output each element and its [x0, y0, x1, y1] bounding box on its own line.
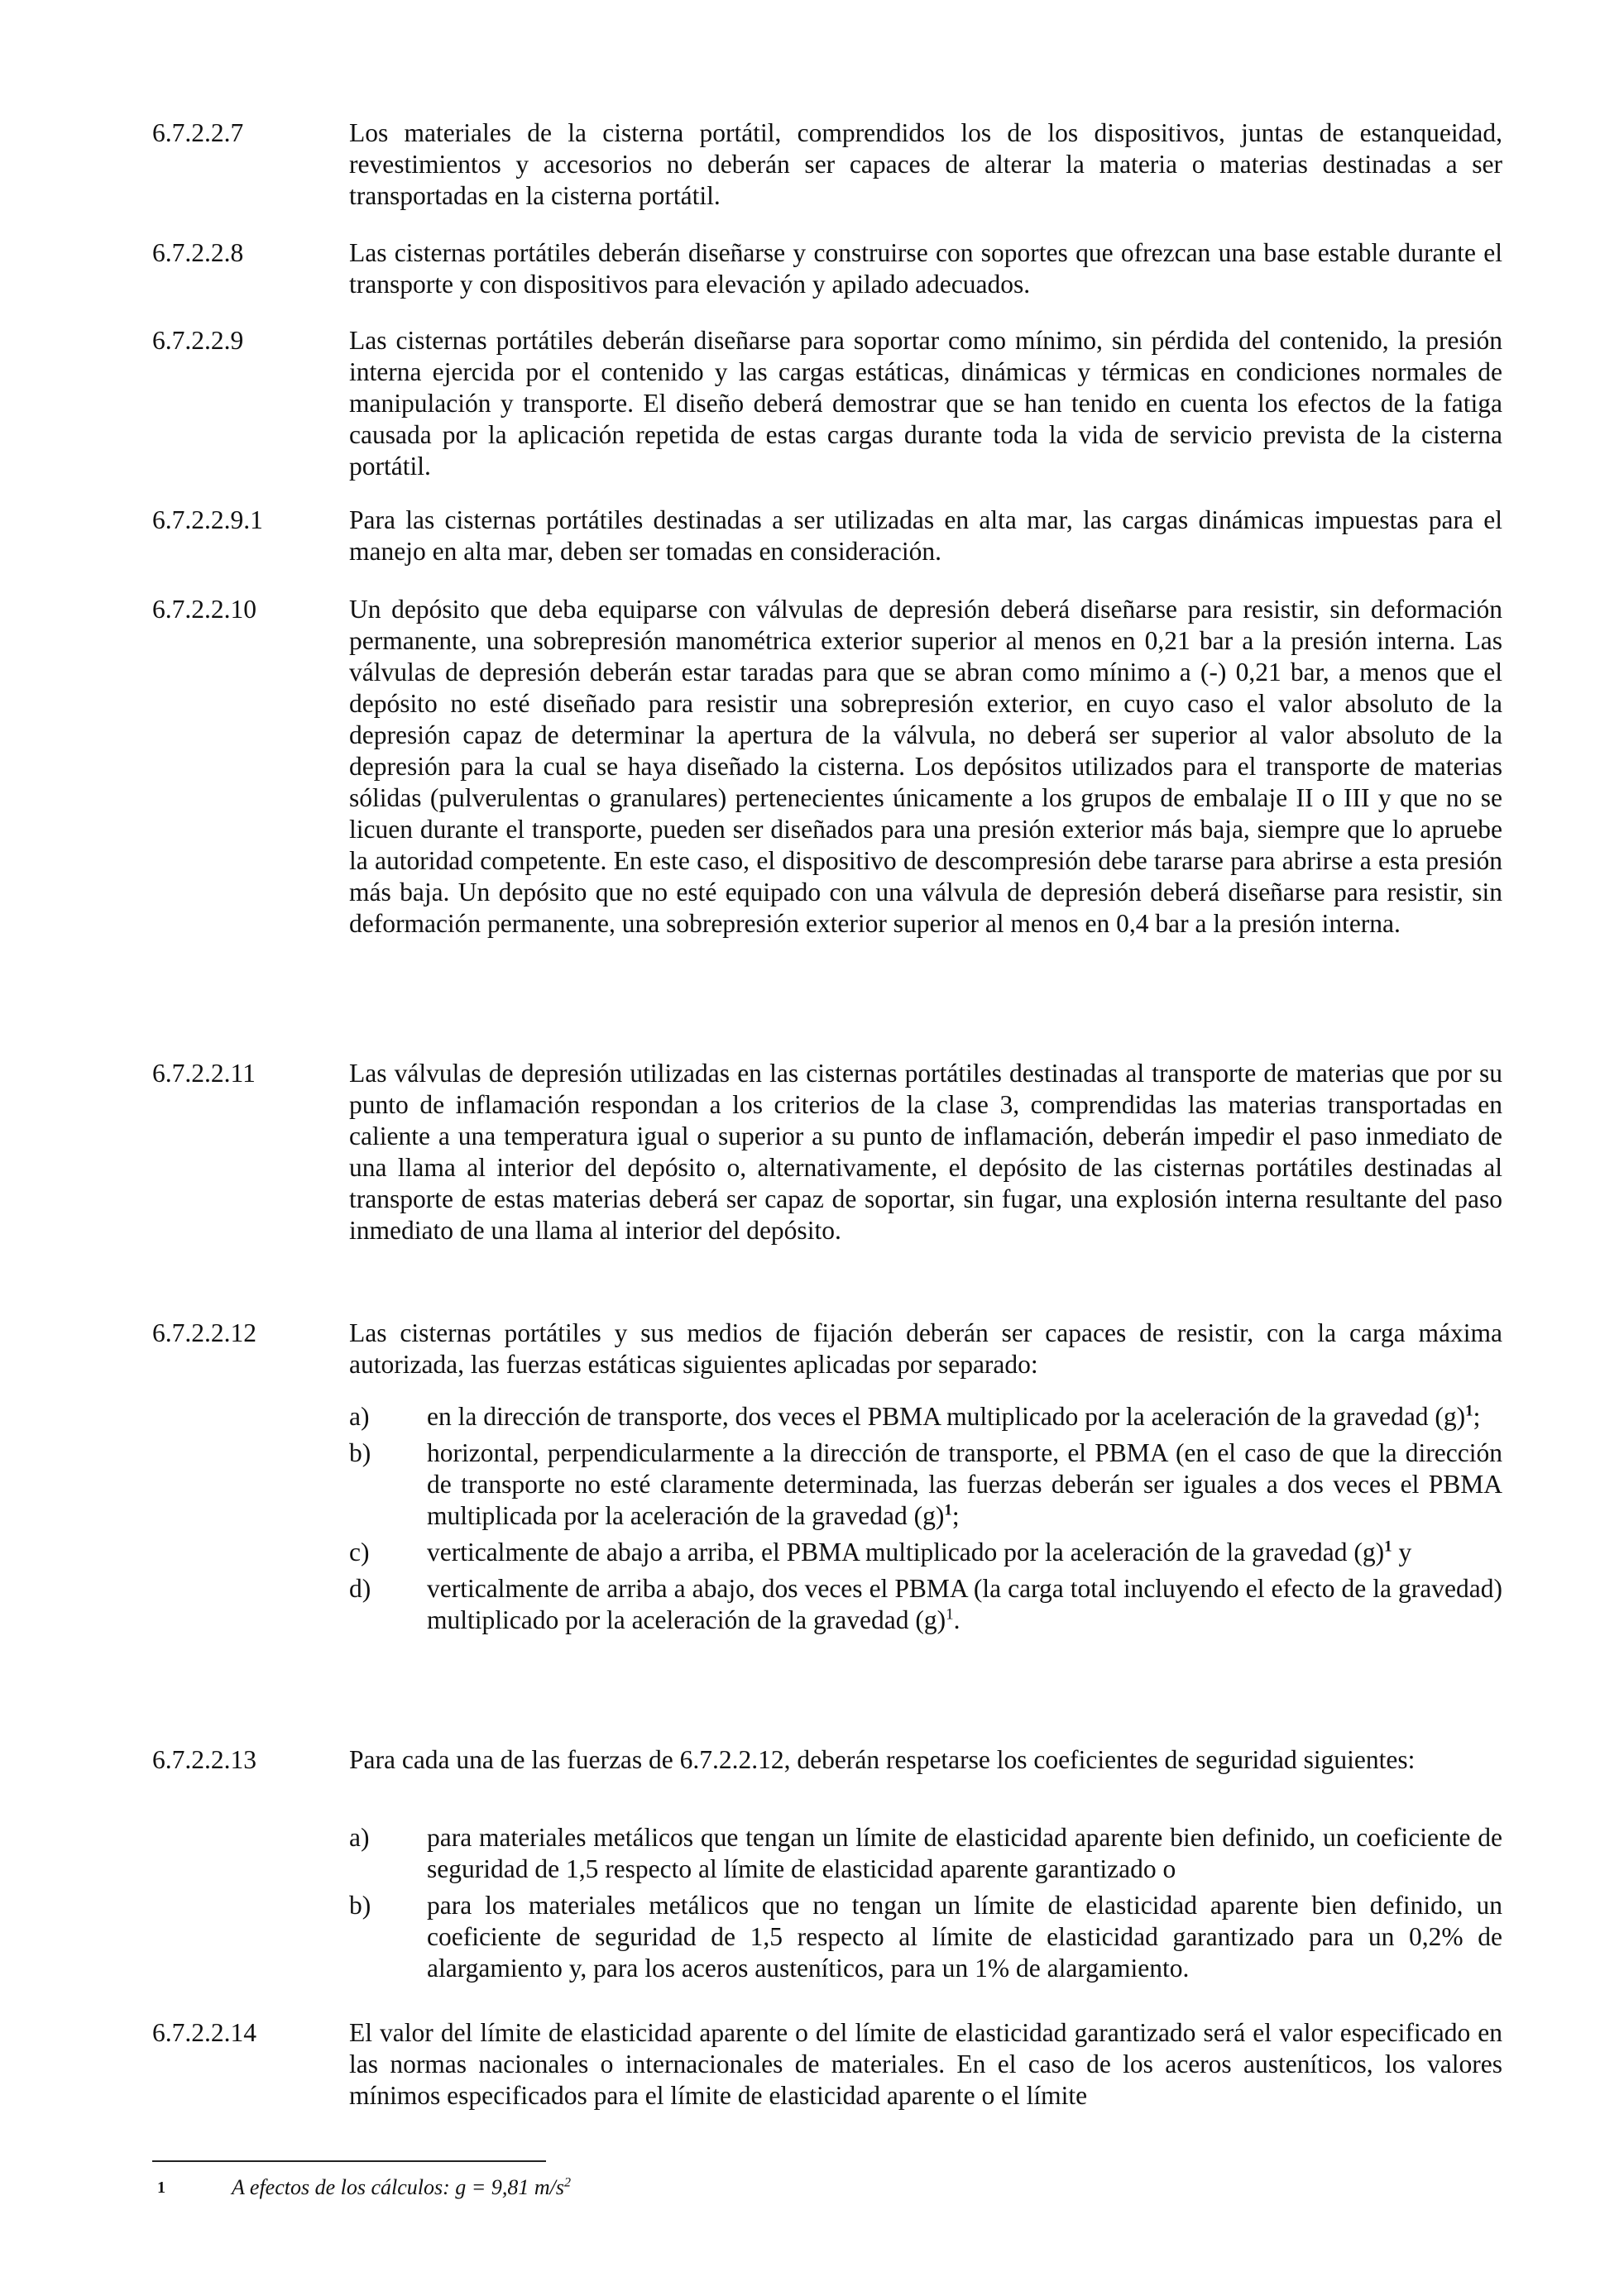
list-item-label: b) [349, 1438, 371, 1467]
paragraph-6-7-2-2-12 [152, 1318, 1502, 1380]
paragraph-number: 6.7.2.2.13 [152, 1745, 256, 1774]
paragraph-text: El valor del límite de elasticidad aparente o del límite de elasticidad garantizado será el valor especificado en las normas nacionales o internacionales de materiales. En el caso de los aceros austeníticos, los valores mínimos especificados para el límite de elasticidad aparente o el límite [349, 2018, 1502, 2110]
paragraph-6-7-2-2-11 [152, 1058, 1502, 1246]
list-item-label: a) [349, 1402, 370, 1431]
list-6-7-2-2-12 [349, 1401, 1502, 1641]
list-item-text: verticalmente de abajo a arriba, el PBMA multiplicado por la aceleración de la gravedad $(g)^1$ y [427, 1538, 1412, 1567]
list-item [349, 1822, 1502, 1885]
paragraph-6-7-2-2-8 [152, 237, 1502, 300]
paragraph-6-7-2-2-14 [152, 2017, 1502, 2112]
list-item-label: d) [349, 1574, 371, 1603]
paragraph-text: Para las cisternas portátiles destinadas a ser utilizadas en alta mar, las cargas dinámicas impuestas para el manejo en alta mar, deben ser tomadas en consideración. [349, 505, 1502, 566]
paragraph-number: 6.7.2.2.8 [152, 238, 244, 267]
list-item-text: horizontal, perpendicularmente a la dirección de transporte, el PBMA (en el caso de que la dirección de transporte no esté claramente determinada, las fuerzas deberán ser iguales a dos veces el PBMA multiplicada por la aceleración de la gravedad $(g)^1$; [427, 1438, 1502, 1530]
footnote-ref[interactable]: 1 [944, 1501, 952, 1519]
paragraph-number: 6.7.2.2.9.1 [152, 505, 263, 534]
paragraph-text: Las cisternas portátiles deberán diseñarse para soportar como mínimo, sin pérdida del contenido, la presión interna ejercida por el contenido y las cargas estáticas, dinámicas y térmicas en condiciones normales de manipulación y transporte. El diseño deberá demostrar que se han tenido en cuenta los efectos de la fatiga causada por la aplicación repetida de estas cargas durante toda la vida de servicio prevista de la cisterna portátil. [349, 326, 1502, 481]
paragraph-text: Las válvulas de depresión utilizadas en las cisternas portátiles destinadas al transporte de materias que por su punto de inflamación respondan a los criterios de la clase 3, comprendidas las materias transportadas en caliente a una temperatura igual o superior a su punto de inflamación, deberán impedir el paso inmediato de una llama al interior del depósito o, alternativamente, el depósito de las cisternas portátiles destinadas al transporte de estas materias deberá ser capaz de soportar, sin fugar, una explosión interna resultante del paso inmediato de una llama al interior del depósito. [349, 1059, 1502, 1245]
list-item-label: a) [349, 1823, 370, 1852]
list-item [349, 1890, 1502, 1984]
paragraph-text: Los materiales de la cisterna portátil, comprendidos los de los dispositivos, juntas de estanqueidad, revestimientos y accesorios no deberán ser capaces de alterar la materia o materias destinadas a ser transportadas en la cisterna portátil. [349, 118, 1502, 210]
paragraph-number: 6.7.2.2.9 [152, 326, 244, 355]
paragraph-number: 6.7.2.2.12 [152, 1318, 256, 1347]
footnote-separator [152, 2160, 546, 2162]
list-item [349, 1437, 1502, 1532]
paragraph-text: Las cisternas portátiles y sus medios de fijación deberán ser capaces de resistir, con la carga máxima autorizada, las fuerzas estáticas siguientes aplicadas por separado: [349, 1318, 1502, 1379]
paragraph-text: Un depósito que deba equiparse con válvulas de depresión deberá diseñarse para resistir, sin deformación permanente, una sobrepresión manométrica exterior superior al menos en 0,21 bar a la presión interna. Las válvulas de depresión deberán estar taradas para que se abran como mínimo a (-) 0,21 bar, a menos que el depósito no esté diseñado para resistir una sobrepresión exterior, en cuyo caso el valor absoluto de la depresión capaz de determinar la apertura de la válvula, no deberá ser superior al valor absoluto de la depresión para la cual se haya diseñado la cisterna. Los depósitos utilizados para el transporte de materias sólidas (pulverulentas o granulares) pertenecientes únicamente a los grupos de embalaje II o III y que no se licuen durante el transporte, pueden ser diseñados para una presión exterior más baja, siempre que lo apruebe la autoridad competente. En este caso, el dispositivo de descompresión debe tararse para abrirse a esta presión más baja. Un depósito que no esté equipado con una válvula de depresión deberá diseñarse para resistir, sin deformación permanente, una sobrepresión exterior superior al menos en 0,4 bar a la presión interna. [349, 595, 1502, 938]
paragraph-6-7-2-2-9-1 [152, 505, 1502, 567]
paragraph-text: Para cada una de las fuerzas de 6.7.2.2.12, deberán respetarse los coeficientes de seguridad siguientes: [349, 1745, 1416, 1774]
list-item-label: c) [349, 1538, 370, 1567]
list-item [349, 1401, 1502, 1433]
footnote-ref[interactable]: 1 [1465, 1402, 1473, 1420]
list-item-text: para los materiales metálicos que no tengan un límite de elasticidad aparente bien definido, un coeficiente de seguridad de 1,5 respecto al límite de elasticidad garantizado para un 0,2% de alargamiento y, para los aceros austeníticos, para un 1% de alargamiento. [427, 1891, 1502, 1983]
paragraph-number: 6.7.2.2.11 [152, 1059, 256, 1088]
paragraph-6-7-2-2-7 [152, 117, 1502, 212]
list-6-7-2-2-13 [349, 1822, 1502, 1989]
paragraph-text: Las cisternas portátiles deberán diseñarse y construirse con soportes que ofrezcan una base estable durante el transporte y con dispositivos para elevación y apilado adecuados. [349, 238, 1502, 299]
footnote-ref[interactable]: 1 [946, 1605, 954, 1624]
list-item [349, 1573, 1502, 1636]
paragraph-6-7-2-2-9 [152, 325, 1502, 482]
list-item-label: b) [349, 1891, 371, 1920]
footnote-ref[interactable]: 1 [1384, 1538, 1392, 1556]
list-item-text: verticalmente de arriba a abajo, dos veces el PBMA (la carga total incluyendo el efecto de la gravedad) multiplicado por la aceleración de la gravedad $(g)^1$. [427, 1574, 1502, 1634]
list-item-text: en la dirección de transporte, dos veces el PBMA multiplicado por la aceleración de la gravedad $(g)^1$; [427, 1402, 1481, 1431]
list-item-text: para materiales metálicos que tengan un límite de elasticidad aparente bien definido, un coeficiente de seguridad de 1,5 respecto al límite de elasticidad aparente garantizado o [427, 1823, 1502, 1883]
paragraph-number: 6.7.2.2.10 [152, 595, 256, 624]
paragraph-6-7-2-2-13 [152, 1744, 1502, 1776]
footnote [152, 2174, 1145, 2202]
paragraph-6-7-2-2-10 [152, 594, 1502, 940]
paragraph-number: 6.7.2.2.14 [152, 2018, 256, 2047]
list-item [349, 1537, 1502, 1568]
footnote-mark: 1 [157, 2179, 165, 2197]
footnote-text: A efectos de los cálculos: g = 9,81 $m/s^2$ [232, 2175, 571, 2199]
paragraph-number: 6.7.2.2.7 [152, 118, 244, 147]
